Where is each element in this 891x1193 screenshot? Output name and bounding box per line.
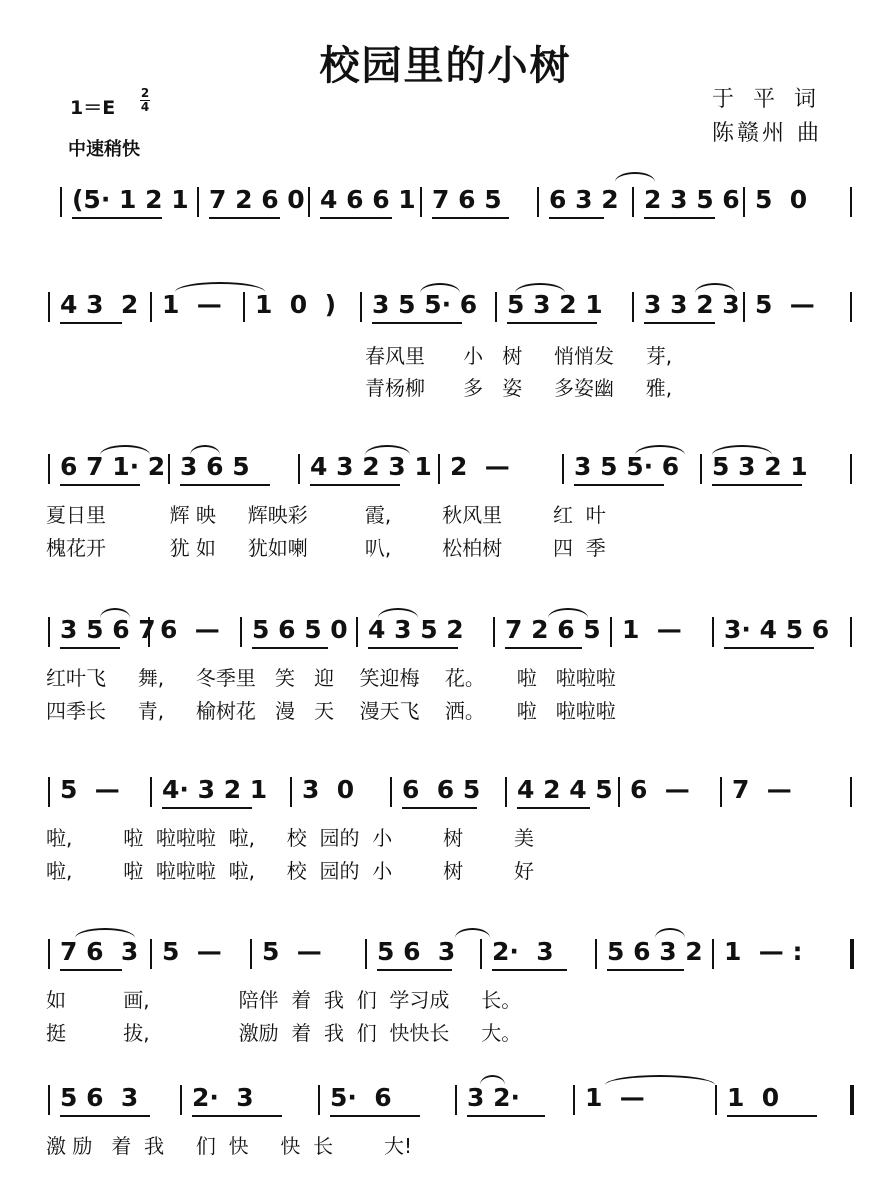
measure: 4 3 5 2 — [368, 615, 464, 644]
slur-mark — [515, 283, 565, 293]
measure: 5· 6 — [330, 1083, 392, 1112]
measure: 7 2 6 5 — [505, 615, 601, 644]
beam-line — [712, 484, 802, 486]
measure: 2· 3 — [492, 937, 554, 966]
barline — [618, 777, 620, 807]
slur-mark — [365, 445, 410, 455]
beam-line — [467, 1115, 545, 1117]
barline — [150, 939, 152, 969]
barline — [505, 777, 507, 807]
barline — [390, 777, 392, 807]
lyric-verse-1: 夏日里 辉 映 辉映彩 霞, 秋风里 红 叶 — [46, 503, 606, 527]
notation-line — [0, 452, 891, 492]
composer-credit: 陈赣州 曲 — [712, 121, 822, 146]
measure: 6 — — [630, 775, 690, 804]
barline — [712, 939, 714, 969]
lyric-verse-2: 槐花开 犹 如 犹如喇 叭, 松柏树 四 季 — [46, 536, 606, 560]
slur-mark — [548, 608, 588, 618]
barline — [48, 1085, 50, 1115]
barline — [850, 292, 852, 322]
barline — [48, 454, 50, 484]
measure: 2 3 5 6 — [644, 185, 740, 214]
beam-line — [507, 322, 597, 324]
barline — [48, 292, 50, 322]
measure: 5 6 3 — [377, 937, 456, 966]
barline — [850, 617, 852, 647]
beam-line — [209, 217, 280, 219]
barline — [610, 617, 612, 647]
barline — [850, 1085, 854, 1115]
measure: 6 6 5 — [402, 775, 481, 804]
slur-mark — [420, 283, 460, 293]
measure: 4 3 2 3 1 — [310, 452, 432, 481]
measure: 1 — — [162, 290, 222, 319]
notation-line — [0, 185, 891, 225]
measure: 2· 3 — [192, 1083, 254, 1112]
beam-line — [607, 969, 684, 971]
measure: 5 6 3 2 — [607, 937, 703, 966]
measure: 3 3 2 3 — [644, 290, 740, 319]
slur-mark — [655, 928, 685, 938]
barline — [60, 187, 62, 217]
barline — [850, 187, 852, 217]
slur-mark — [175, 282, 265, 292]
lyric-verse-2: 青杨柳 多 姿 多姿幽 雅, — [365, 376, 673, 400]
measure: 3 0 — [302, 775, 355, 804]
barline — [48, 939, 50, 969]
beam-line — [330, 1115, 420, 1117]
measure: 6 3 2 — [549, 185, 619, 214]
barline — [168, 454, 170, 484]
measure: 7 2 6 0 — [209, 185, 305, 214]
measure: 4 3 2 — [60, 290, 139, 319]
measure: 3 5 5· 6 — [574, 452, 680, 481]
lyricist-credit: 于 平 词 — [712, 87, 822, 112]
barline — [715, 1085, 717, 1115]
barline — [595, 939, 597, 969]
time-signature — [140, 88, 150, 113]
slur-mark — [635, 445, 685, 455]
lyric-verse-1: 激 励 着 我 们 快 快 长 大! — [46, 1134, 413, 1158]
barline — [48, 777, 50, 807]
barline — [632, 187, 634, 217]
barline — [250, 939, 252, 969]
beam-line — [72, 217, 162, 219]
barline — [150, 777, 152, 807]
barline — [850, 777, 852, 807]
key-signature: 1＝E — [70, 97, 116, 119]
beam-line — [180, 484, 270, 486]
barline — [537, 187, 539, 217]
notation-line — [0, 775, 891, 815]
barline — [150, 292, 152, 322]
tempo-marking: 中速稍快 — [68, 139, 140, 160]
measure: 5 0 — [755, 185, 808, 214]
beam-line — [644, 322, 715, 324]
slur-mark — [455, 928, 490, 938]
measure: 5 — — [755, 290, 815, 319]
slur-mark — [605, 1075, 715, 1085]
barline — [455, 1085, 457, 1115]
measure: 3 2· — [467, 1083, 520, 1112]
beam-line — [192, 1115, 282, 1117]
beam-line — [377, 969, 452, 971]
lyric-verse-2: 四季长 青, 榆树花 漫 天 漫天飞 洒。 啦 啦啦啦 — [46, 699, 616, 723]
measure: 5 — — [262, 937, 322, 966]
beam-line — [727, 1115, 817, 1117]
beam-line — [492, 969, 567, 971]
measure: 5 6 3 — [60, 1083, 139, 1112]
barline — [720, 777, 722, 807]
beam-line — [368, 647, 458, 649]
lyric-verse-1: 啦, 啦 啦啦啦 啦, 校 园的 小 树 美 — [46, 826, 534, 850]
beam-line — [252, 647, 328, 649]
beam-line — [402, 807, 477, 809]
measure: 5 3 2 1 — [507, 290, 603, 319]
measure: 1 — : — [724, 937, 803, 966]
notation-line — [0, 290, 891, 330]
time-bottom: 4 — [140, 100, 150, 114]
beam-line — [432, 217, 509, 219]
beam-line — [505, 647, 582, 649]
barline — [743, 187, 745, 217]
beam-line — [60, 647, 120, 649]
barline — [850, 454, 852, 484]
measure: 1 0 ) — [255, 290, 337, 319]
beam-line — [60, 484, 140, 486]
beam-line — [724, 647, 814, 649]
measure: 3· 4 5 6 — [724, 615, 830, 644]
barline — [493, 617, 495, 647]
measure: 7 6 5 — [432, 185, 502, 214]
slur-mark — [712, 445, 772, 455]
measure: 3 5 6 7 — [60, 615, 156, 644]
barline — [562, 454, 564, 484]
barline — [700, 454, 702, 484]
slur-mark — [695, 283, 735, 293]
measure: (5· 1 2 1 — [72, 185, 189, 214]
slur-mark — [100, 445, 150, 455]
song-title: 校园里的小树 — [319, 43, 572, 89]
barline — [298, 454, 300, 484]
barline — [495, 292, 497, 322]
beam-line — [372, 322, 462, 324]
lyric-verse-1: 春风里 小 树 悄悄发 芽, — [365, 344, 673, 368]
measure: 7 — — [732, 775, 792, 804]
beam-line — [60, 969, 122, 971]
measure: 5 6 5 0 — [252, 615, 348, 644]
beam-line — [162, 807, 252, 809]
slur-mark — [100, 608, 130, 618]
time-top: 2 — [140, 86, 150, 100]
lyric-verse-1: 如 画, 陪伴 着 我 们 学习成 长。 — [46, 988, 522, 1012]
beam-line — [517, 807, 590, 809]
notation-line — [0, 615, 891, 655]
beam-line — [60, 1115, 150, 1117]
measure: 4 6 6 1 — [320, 185, 416, 214]
beam-line — [320, 217, 392, 219]
measure: 6 — — [160, 615, 220, 644]
slur-mark — [615, 172, 655, 182]
slur-mark — [75, 928, 135, 938]
measure: 1 0 — [727, 1083, 780, 1112]
measure: 1 — — [622, 615, 682, 644]
slur-mark — [378, 608, 418, 618]
measure: 1 — — [585, 1083, 645, 1112]
barline — [743, 292, 745, 322]
measure: 2 — — [450, 452, 510, 481]
barline — [356, 617, 358, 647]
barline — [318, 1085, 320, 1115]
beam-line — [310, 484, 400, 486]
lyric-verse-1: 红叶飞 舞, 冬季里 笑 迎 笑迎梅 花。 啦 啦啦啦 — [46, 666, 616, 690]
measure: 5 3 2 1 — [712, 452, 808, 481]
barline — [48, 617, 50, 647]
lyric-verse-2: 啦, 啦 啦啦啦 啦, 校 园的 小 树 好 — [46, 859, 534, 883]
barline — [360, 292, 362, 322]
measure: 3 5 5· 6 — [372, 290, 478, 319]
barline — [480, 939, 482, 969]
barline — [438, 454, 440, 484]
barline — [632, 292, 634, 322]
notation-line — [0, 1083, 891, 1123]
measure: 6 7 1· 2 — [60, 452, 166, 481]
beam-line — [644, 217, 715, 219]
notation-line — [0, 937, 891, 977]
measure: 7 6 3 — [60, 937, 139, 966]
measure: 4· 3 2 1 — [162, 775, 268, 804]
measure: 4 2 4 5 — [517, 775, 613, 804]
barline — [240, 617, 242, 647]
barline — [243, 292, 245, 322]
lyric-verse-2: 挺 拔, 激励 着 我 们 快快长 大。 — [46, 1021, 522, 1045]
barline — [420, 187, 422, 217]
barline — [573, 1085, 575, 1115]
barline — [850, 939, 854, 969]
measure: 5 — — [162, 937, 222, 966]
barline — [365, 939, 367, 969]
slur-mark — [480, 1075, 505, 1085]
beam-line — [60, 322, 122, 324]
beam-line — [549, 217, 604, 219]
barline — [290, 777, 292, 807]
barline — [197, 187, 199, 217]
barline — [712, 617, 714, 647]
beam-line — [574, 484, 664, 486]
barline — [180, 1085, 182, 1115]
barline — [308, 187, 310, 217]
measure: 5 — — [60, 775, 120, 804]
slur-mark — [190, 445, 220, 455]
measure: 3 6 5 — [180, 452, 250, 481]
